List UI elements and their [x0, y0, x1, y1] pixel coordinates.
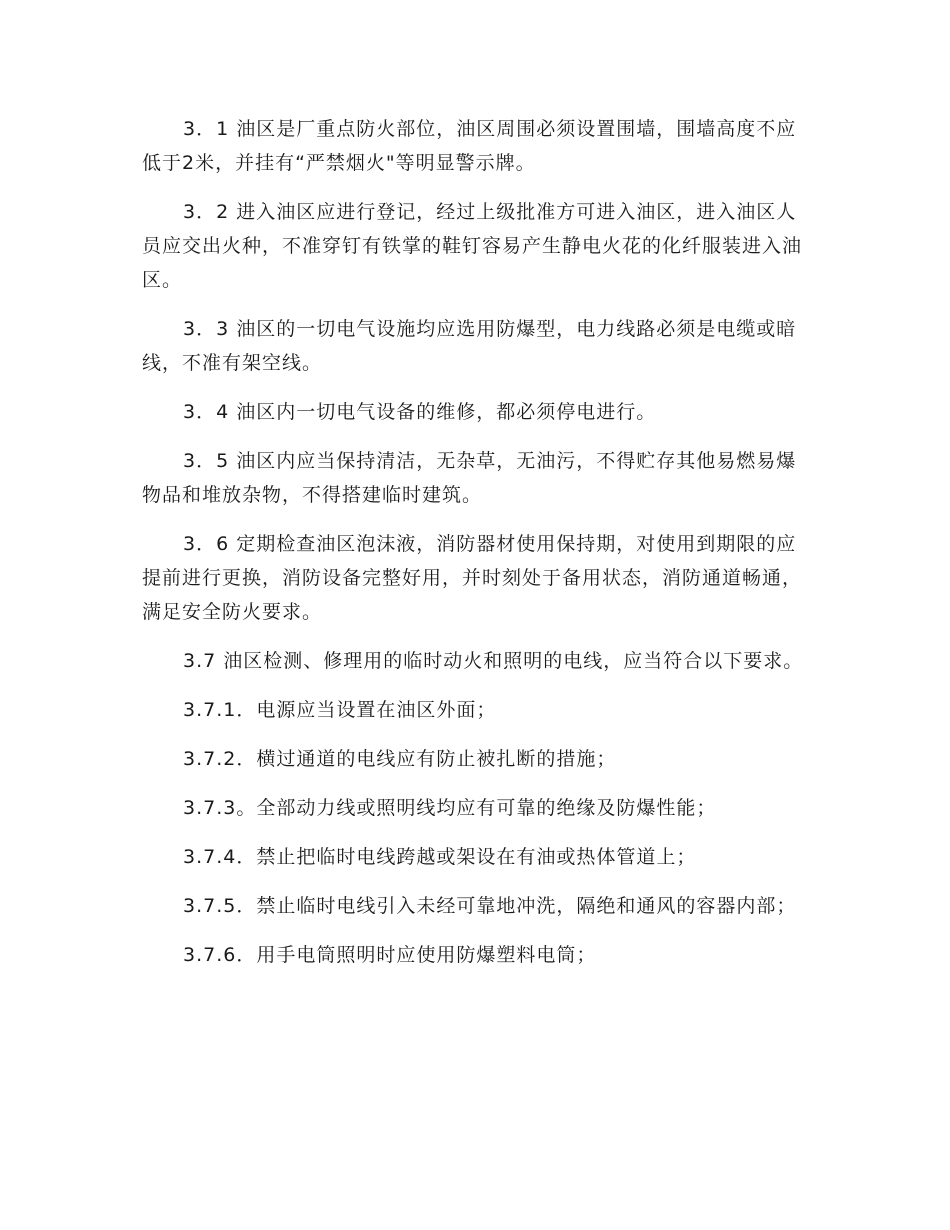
paragraph-3-6: 3．6 定期检查油区泡沫液，消防器材使用保持期，对使用到期限的应提前进行更换，消防设备完整好用，并时刻处于备用状态，消防通道畅通，满足安全防火要求。 [142, 533, 803, 623]
paragraph-3-3: 3．3 油区的一切电气设施均应选用防爆型，电力线路必须是电缆或暗线，不准有架空线。 [142, 318, 797, 374]
paragraph-3-7-6: 3.7.6．用手电筒照明时应使用防爆塑料电筒； [183, 944, 597, 966]
paragraph-3-7-3: 3.7.3。全部动力线或照明线均应有可靠的绝缘及防爆性能； [183, 797, 717, 819]
paragraph-3-4: 3．4 油区内一切电气设备的维修，都必须停电进行。 [183, 401, 657, 423]
paragraph-3-5: 3．5 油区内应当保持清洁，无杂草，无油污，不得贮存其他易燃易爆物品和堆放杂物，不得搭建临时建筑。 [142, 450, 797, 506]
paragraph-3-2: 3．2 进入油区应进行登记，经过上级批准方可进入油区，进入油区人员应交出火种，不准穿钉有铁掌的鞋钉容易产生静电火花的化纤服装进入油区。 [142, 201, 803, 291]
paragraph-3-1: 3．1 油区是厂重点防火部位，油区周围必须设置围墙，围墙高度不应低于2米，并挂有“严禁烟火"等明显警示牌。 [142, 118, 797, 174]
paragraph-3-7-1: 3.7.1．电源应当设置在油区外面； [183, 699, 497, 721]
paragraph-3-7-2: 3.7.2．横过通道的电线应有防止被扎断的措施； [183, 748, 617, 770]
paragraph-3-7-5: 3.7.5．禁止临时电线引入未经可靠地冲洗，隔绝和通风的容器内部； [183, 895, 797, 917]
paragraph-3-7: 3.7 油区检测、修理用的临时动火和照明的电线，应当符合以下要求。 [183, 650, 804, 672]
paragraph-3-7-4: 3.7.4．禁止把临时电线跨越或架设在有油或热体管道上； [183, 846, 697, 868]
